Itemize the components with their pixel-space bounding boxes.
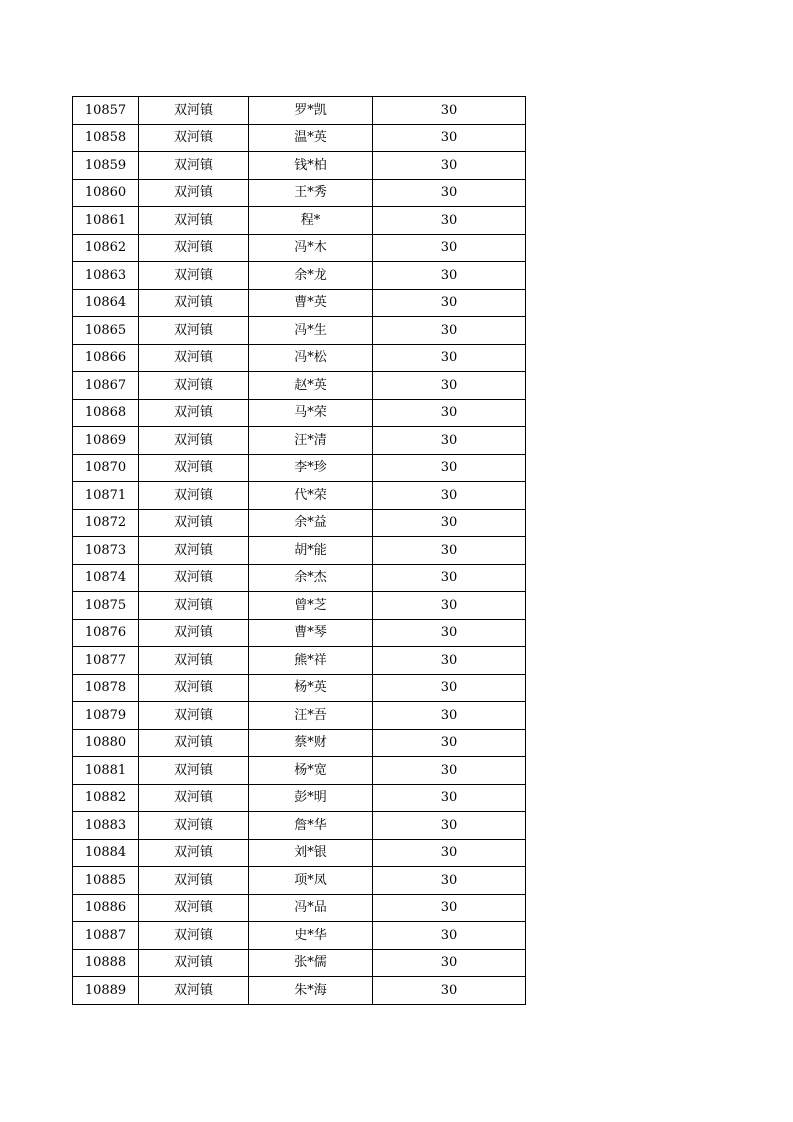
- id-cell: 10872: [73, 509, 139, 537]
- table-row: [73, 564, 526, 592]
- amount-cell: 30: [373, 509, 526, 537]
- table-row: [73, 124, 526, 152]
- name-cell: 冯*品: [249, 894, 373, 922]
- id-cell: 10857: [73, 97, 139, 125]
- town-cell: 双河镇: [139, 179, 249, 207]
- name-cell: 赵*英: [249, 372, 373, 400]
- amount-cell: 30: [373, 592, 526, 620]
- amount-cell: 30: [373, 289, 526, 317]
- name-cell: 彭*明: [249, 784, 373, 812]
- table-row: [73, 757, 526, 785]
- town-cell: 双河镇: [139, 757, 249, 785]
- id-cell: 10881: [73, 757, 139, 785]
- town-cell: 双河镇: [139, 619, 249, 647]
- name-cell: 冯*松: [249, 344, 373, 372]
- amount-cell: 30: [373, 482, 526, 510]
- table-row: [73, 784, 526, 812]
- town-cell: 双河镇: [139, 454, 249, 482]
- amount-cell: 30: [373, 839, 526, 867]
- id-cell: 10878: [73, 674, 139, 702]
- id-cell: 10884: [73, 839, 139, 867]
- table-row: [73, 344, 526, 372]
- name-cell: 熊*祥: [249, 647, 373, 675]
- id-cell: 10888: [73, 949, 139, 977]
- amount-cell: 30: [373, 234, 526, 262]
- table-row: [73, 949, 526, 977]
- id-cell: 10877: [73, 647, 139, 675]
- amount-cell: 30: [373, 427, 526, 455]
- town-cell: 双河镇: [139, 372, 249, 400]
- id-cell: 10867: [73, 372, 139, 400]
- amount-cell: 30: [373, 97, 526, 125]
- table-row: [73, 427, 526, 455]
- town-cell: 双河镇: [139, 674, 249, 702]
- id-cell: 10876: [73, 619, 139, 647]
- table-row: [73, 234, 526, 262]
- town-cell: 双河镇: [139, 647, 249, 675]
- amount-cell: 30: [373, 124, 526, 152]
- id-cell: 10875: [73, 592, 139, 620]
- id-cell: 10885: [73, 867, 139, 895]
- id-cell: 10859: [73, 152, 139, 180]
- table-row: [73, 262, 526, 290]
- name-cell: 汪*吾: [249, 702, 373, 730]
- table-row: [73, 977, 526, 1005]
- name-cell: 马*荣: [249, 399, 373, 427]
- amount-cell: 30: [373, 317, 526, 345]
- id-cell: 10861: [73, 207, 139, 235]
- name-cell: 曹*琴: [249, 619, 373, 647]
- town-cell: 双河镇: [139, 537, 249, 565]
- amount-cell: 30: [373, 399, 526, 427]
- name-cell: 冯*生: [249, 317, 373, 345]
- data-table: [72, 96, 526, 1005]
- id-cell: 10879: [73, 702, 139, 730]
- table-row: [73, 674, 526, 702]
- amount-cell: 30: [373, 674, 526, 702]
- name-cell: 程*: [249, 207, 373, 235]
- table-row: [73, 399, 526, 427]
- town-cell: 双河镇: [139, 262, 249, 290]
- amount-cell: 30: [373, 894, 526, 922]
- id-cell: 10874: [73, 564, 139, 592]
- amount-cell: 30: [373, 784, 526, 812]
- table-row: [73, 372, 526, 400]
- town-cell: 双河镇: [139, 289, 249, 317]
- town-cell: 双河镇: [139, 234, 249, 262]
- amount-cell: 30: [373, 454, 526, 482]
- table-row: [73, 509, 526, 537]
- name-cell: 代*荣: [249, 482, 373, 510]
- table-row: [73, 729, 526, 757]
- name-cell: 王*秀: [249, 179, 373, 207]
- amount-cell: 30: [373, 344, 526, 372]
- table-row: [73, 647, 526, 675]
- name-cell: 张*儒: [249, 949, 373, 977]
- name-cell: 刘*银: [249, 839, 373, 867]
- name-cell: 曾*芝: [249, 592, 373, 620]
- amount-cell: 30: [373, 152, 526, 180]
- name-cell: 汪*清: [249, 427, 373, 455]
- town-cell: 双河镇: [139, 867, 249, 895]
- town-cell: 双河镇: [139, 729, 249, 757]
- amount-cell: 30: [373, 262, 526, 290]
- town-cell: 双河镇: [139, 427, 249, 455]
- id-cell: 10883: [73, 812, 139, 840]
- town-cell: 双河镇: [139, 812, 249, 840]
- table-body: [73, 97, 526, 1005]
- table-row: [73, 289, 526, 317]
- id-cell: 10863: [73, 262, 139, 290]
- table-row: [73, 619, 526, 647]
- amount-cell: 30: [373, 977, 526, 1005]
- amount-cell: 30: [373, 647, 526, 675]
- town-cell: 双河镇: [139, 97, 249, 125]
- id-cell: 10871: [73, 482, 139, 510]
- name-cell: 朱*海: [249, 977, 373, 1005]
- table-row: [73, 592, 526, 620]
- amount-cell: 30: [373, 702, 526, 730]
- name-cell: 冯*木: [249, 234, 373, 262]
- id-cell: 10869: [73, 427, 139, 455]
- table-row: [73, 317, 526, 345]
- id-cell: 10864: [73, 289, 139, 317]
- id-cell: 10858: [73, 124, 139, 152]
- amount-cell: 30: [373, 537, 526, 565]
- town-cell: 双河镇: [139, 922, 249, 950]
- amount-cell: 30: [373, 922, 526, 950]
- town-cell: 双河镇: [139, 977, 249, 1005]
- amount-cell: 30: [373, 867, 526, 895]
- amount-cell: 30: [373, 949, 526, 977]
- name-cell: 余*益: [249, 509, 373, 537]
- town-cell: 双河镇: [139, 482, 249, 510]
- name-cell: 余*龙: [249, 262, 373, 290]
- name-cell: 詹*华: [249, 812, 373, 840]
- town-cell: 双河镇: [139, 564, 249, 592]
- table-row: [73, 482, 526, 510]
- table-row: [73, 812, 526, 840]
- id-cell: 10862: [73, 234, 139, 262]
- amount-cell: 30: [373, 619, 526, 647]
- name-cell: 曹*英: [249, 289, 373, 317]
- table-row: [73, 702, 526, 730]
- id-cell: 10865: [73, 317, 139, 345]
- table-row: [73, 454, 526, 482]
- name-cell: 史*华: [249, 922, 373, 950]
- town-cell: 双河镇: [139, 839, 249, 867]
- id-cell: 10873: [73, 537, 139, 565]
- town-cell: 双河镇: [139, 894, 249, 922]
- amount-cell: 30: [373, 179, 526, 207]
- town-cell: 双河镇: [139, 344, 249, 372]
- table-row: [73, 867, 526, 895]
- table-row: [73, 97, 526, 125]
- name-cell: 杨*英: [249, 674, 373, 702]
- table-row: [73, 537, 526, 565]
- amount-cell: 30: [373, 757, 526, 785]
- name-cell: 蔡*财: [249, 729, 373, 757]
- amount-cell: 30: [373, 812, 526, 840]
- town-cell: 双河镇: [139, 399, 249, 427]
- town-cell: 双河镇: [139, 592, 249, 620]
- id-cell: 10870: [73, 454, 139, 482]
- id-cell: 10880: [73, 729, 139, 757]
- id-cell: 10887: [73, 922, 139, 950]
- amount-cell: 30: [373, 564, 526, 592]
- town-cell: 双河镇: [139, 702, 249, 730]
- id-cell: 10882: [73, 784, 139, 812]
- amount-cell: 30: [373, 729, 526, 757]
- table-row: [73, 207, 526, 235]
- town-cell: 双河镇: [139, 152, 249, 180]
- town-cell: 双河镇: [139, 124, 249, 152]
- id-cell: 10868: [73, 399, 139, 427]
- id-cell: 10860: [73, 179, 139, 207]
- table-row: [73, 922, 526, 950]
- table-row: [73, 152, 526, 180]
- table-row: [73, 179, 526, 207]
- id-cell: 10886: [73, 894, 139, 922]
- name-cell: 胡*能: [249, 537, 373, 565]
- id-cell: 10866: [73, 344, 139, 372]
- table-row: [73, 894, 526, 922]
- name-cell: 李*珍: [249, 454, 373, 482]
- amount-cell: 30: [373, 372, 526, 400]
- town-cell: 双河镇: [139, 207, 249, 235]
- town-cell: 双河镇: [139, 784, 249, 812]
- table-row: [73, 839, 526, 867]
- town-cell: 双河镇: [139, 509, 249, 537]
- name-cell: 项*凤: [249, 867, 373, 895]
- name-cell: 杨*宽: [249, 757, 373, 785]
- town-cell: 双河镇: [139, 317, 249, 345]
- name-cell: 余*杰: [249, 564, 373, 592]
- amount-cell: 30: [373, 207, 526, 235]
- name-cell: 温*英: [249, 124, 373, 152]
- town-cell: 双河镇: [139, 949, 249, 977]
- name-cell: 钱*柏: [249, 152, 373, 180]
- id-cell: 10889: [73, 977, 139, 1005]
- name-cell: 罗*凯: [249, 97, 373, 125]
